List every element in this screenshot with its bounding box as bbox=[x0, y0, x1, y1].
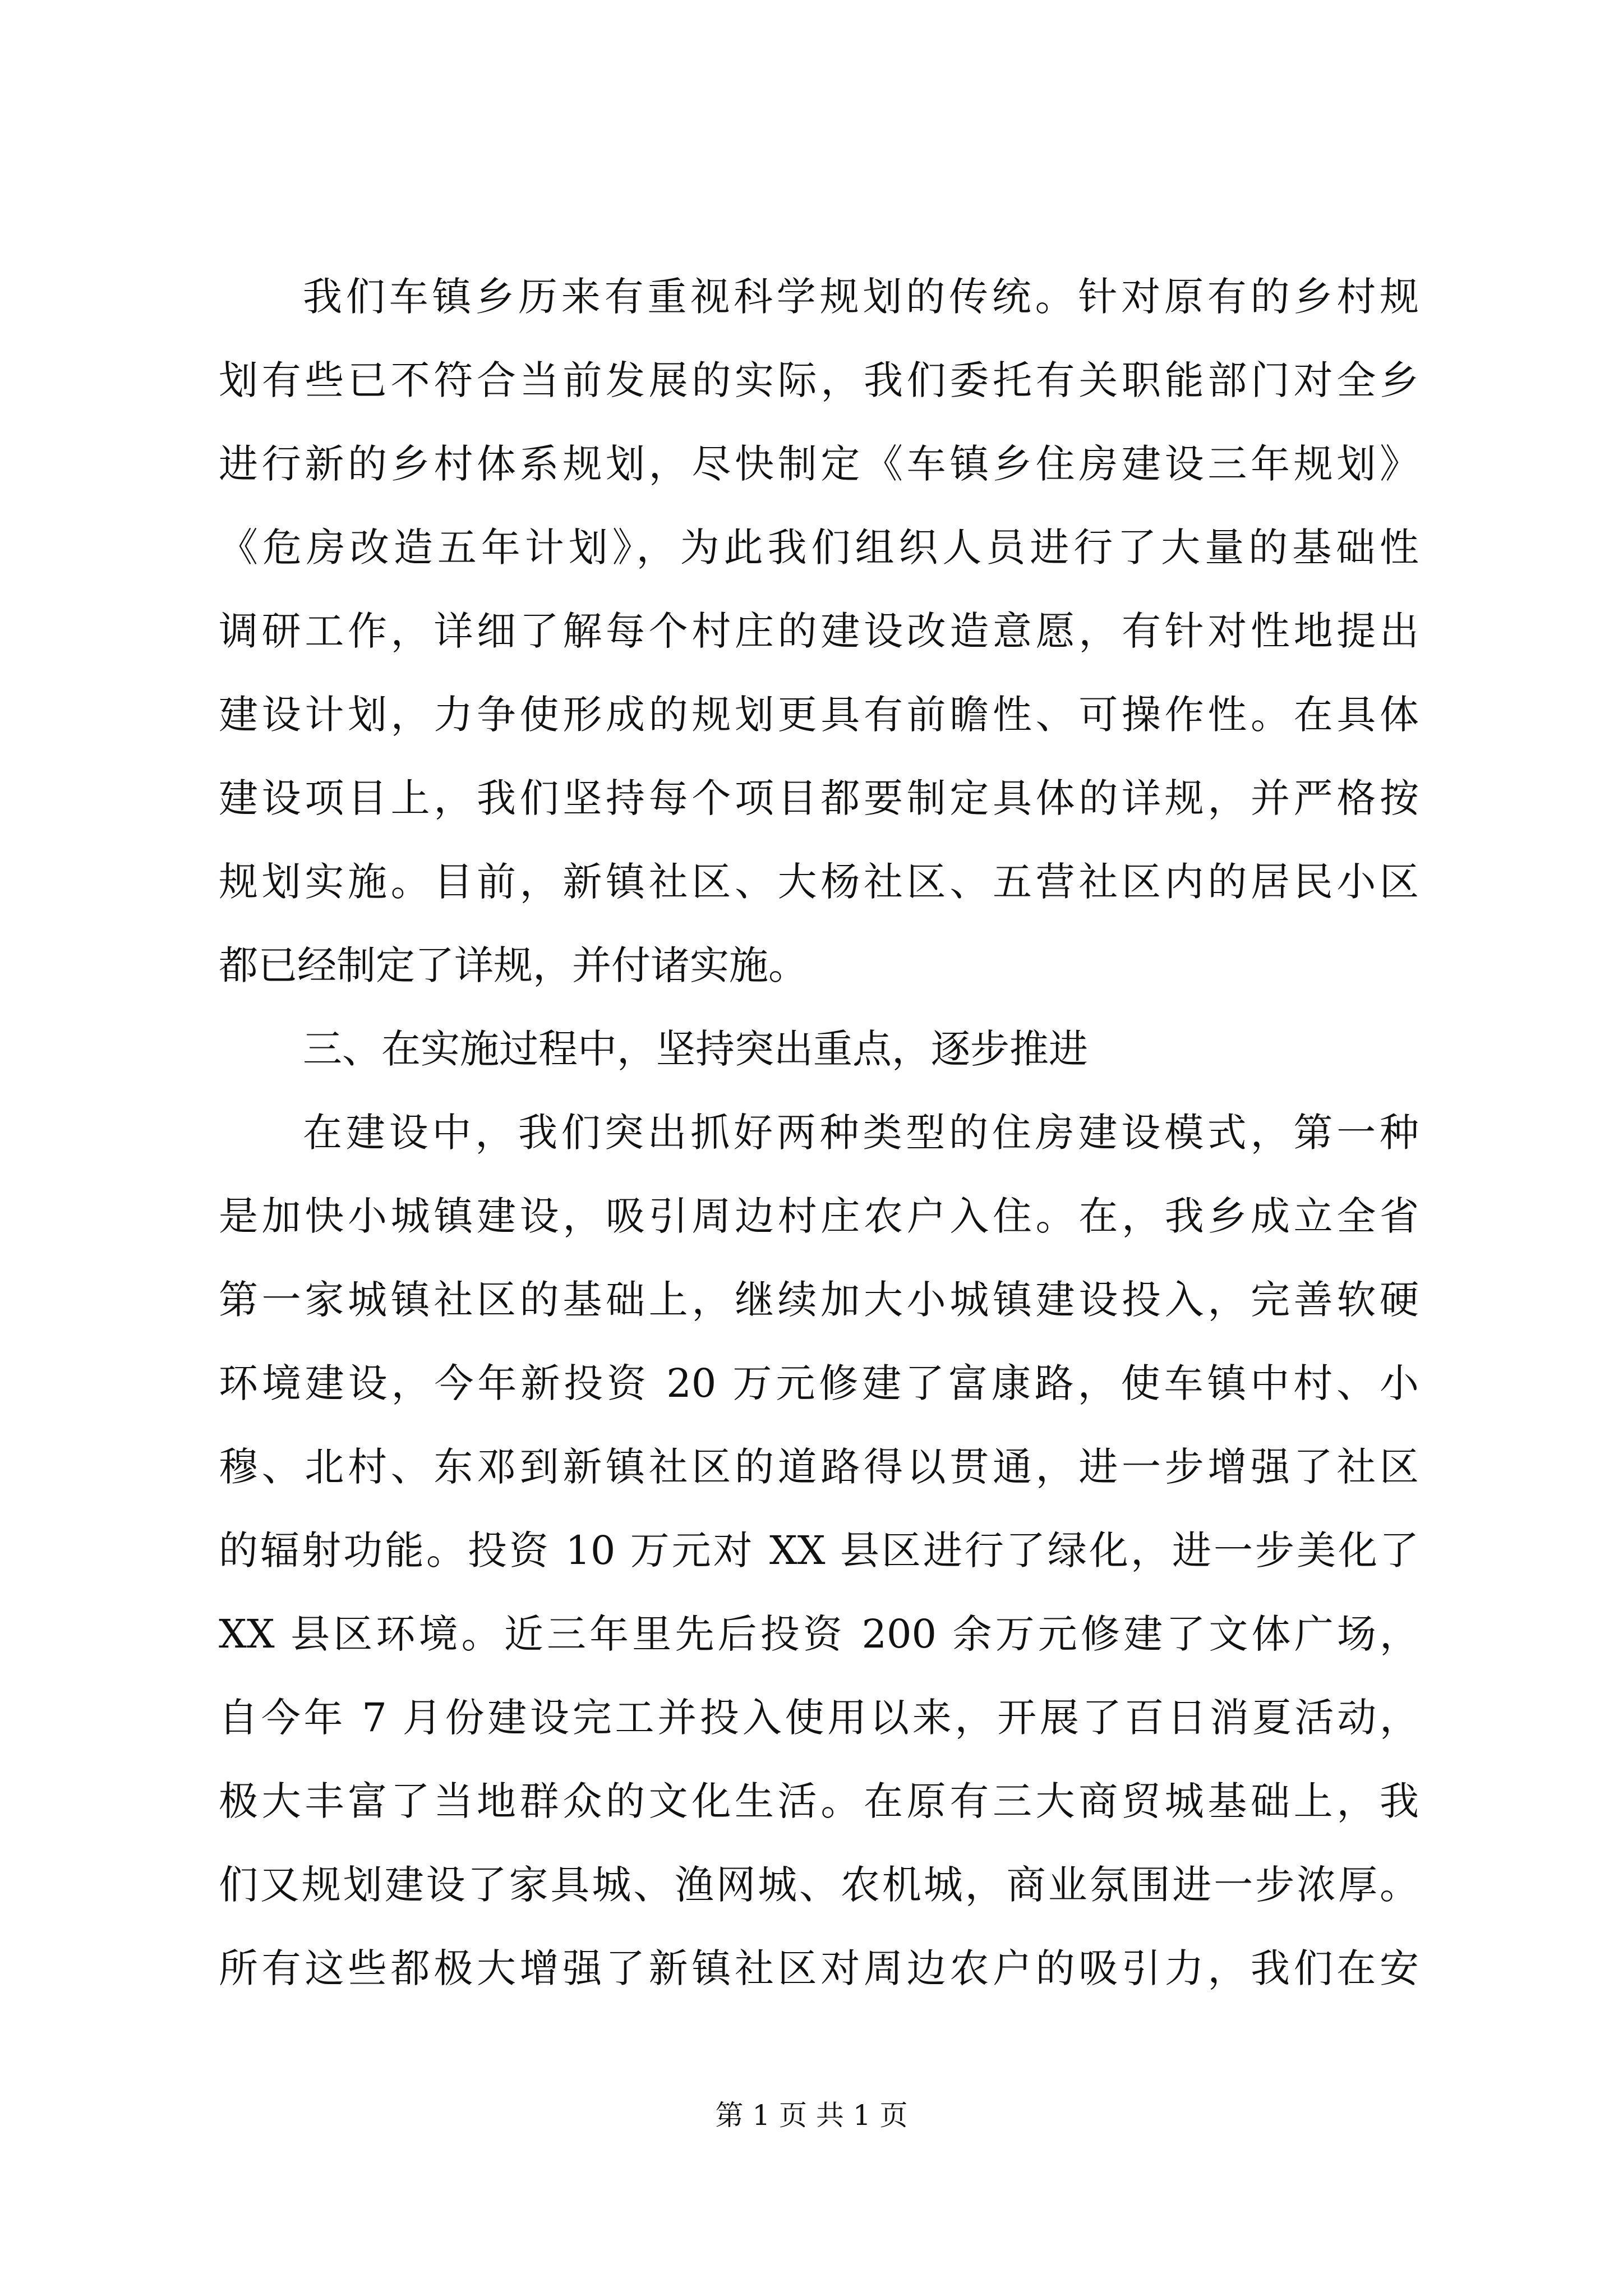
page-footer: 第 1 页 共 1 页 bbox=[715, 2099, 908, 2132]
text-line: 三、在实施过程中，坚持突出重点，逐步推进 bbox=[303, 1026, 1088, 1072]
text-line: 调研工作，详细了解每个村庄的建设改造意愿，有针对性地提出 bbox=[219, 608, 1419, 654]
text-line: 划有些已不符合当前发展的实际，我们委托有关职能部门对全乡 bbox=[219, 357, 1419, 403]
text-line: 《危房改造五年计划》，为此我们组织人员进行了大量的基础性 bbox=[219, 524, 1419, 570]
text-line: 的辐射功能。投资 10 万元对 XX 县区进行了绿化，进一步美化了 bbox=[219, 1527, 1419, 1573]
text-line: 在建设中，我们突出抓好两种类型的住房建设模式，第一种 bbox=[303, 1110, 1419, 1156]
text-line: 我们车镇乡历来有重视科学规划的传统。针对原有的乡村规 bbox=[303, 274, 1419, 320]
document-body bbox=[219, 255, 1419, 2010]
text-line: 环境建设，今年新投资 20 万元修建了富康路，使车镇中村、小 bbox=[219, 1360, 1419, 1406]
text-line: 自今年 7 月份建设完工并投入使用以来，开展了百日消夏活动， bbox=[219, 1695, 1419, 1741]
text-line: 们又规划建设了家具城、渔网城、农机城，商业氛围进一步浓厚。 bbox=[219, 1862, 1419, 1908]
text-line: 第一家城镇社区的基础上，继续加大小城镇建设投入，完善软硬 bbox=[219, 1277, 1419, 1323]
text-line: 规划实施。目前，新镇社区、大杨社区、五营社区内的居民小区 bbox=[219, 859, 1419, 905]
text-line: 建设计划，力争使形成的规划更具有前瞻性、可操作性。在具体 bbox=[219, 692, 1419, 738]
text-line: 是加快小城镇建设，吸引周边村庄农户入住。在，我乡成立全省 bbox=[219, 1193, 1419, 1239]
text-line: 都已经制定了详规，并付诸实施。 bbox=[219, 942, 808, 988]
text-line: 穆、北村、东邓到新镇社区的道路得以贯通，进一步增强了社区 bbox=[219, 1444, 1419, 1490]
text-line: XX 县区环境。近三年里先后投资 200 余万元修建了文体广场， bbox=[219, 1611, 1419, 1657]
text-line: 极大丰富了当地群众的文化生活。在原有三大商贸城基础上，我 bbox=[219, 1778, 1419, 1824]
text-line: 建设项目上，我们坚持每个项目都要制定具体的详规，并严格按 bbox=[219, 775, 1419, 821]
text-line: 进行新的乡村体系规划，尽快制定《车镇乡住房建设三年规划》 bbox=[219, 441, 1419, 487]
text-line: 所有这些都极大增强了新镇社区对周边农户的吸引力，我们在安 bbox=[219, 1945, 1419, 1991]
